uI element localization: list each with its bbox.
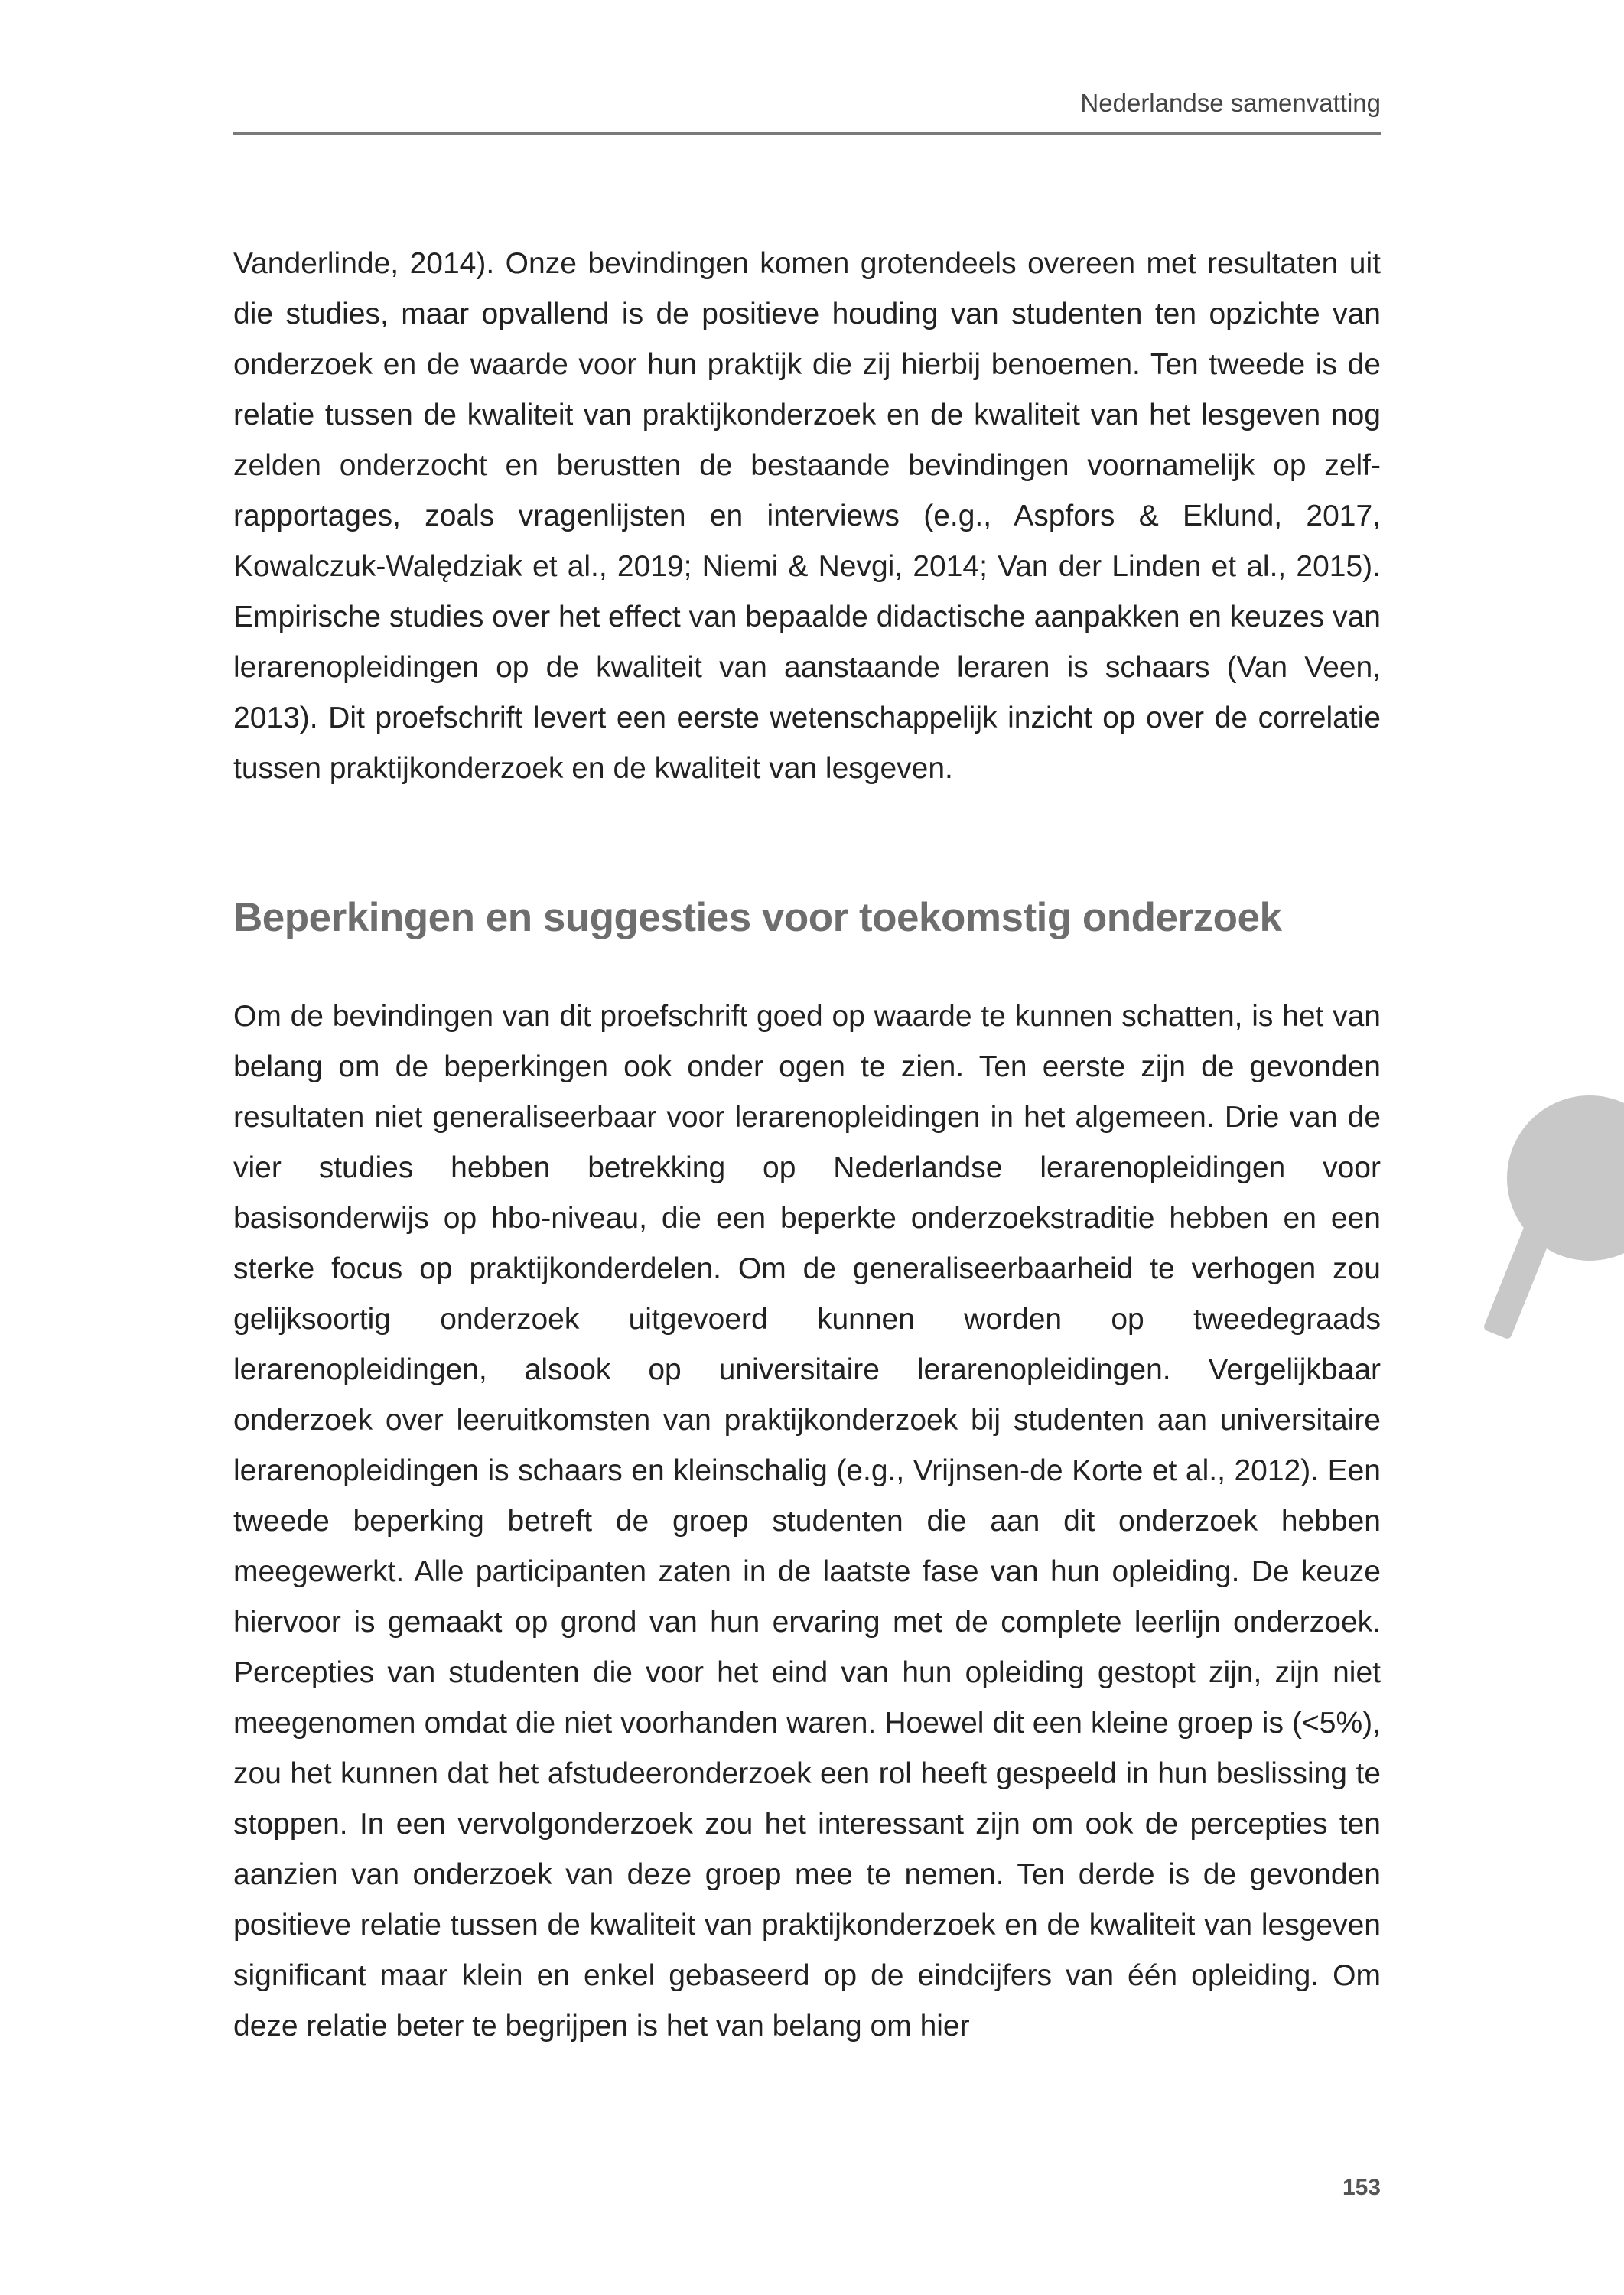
page-number: 153 <box>1342 2175 1381 2200</box>
paragraph-limitations: Om de bevindingen van dit proefschrift goed op waarde te kunnen schatten, is het van belang om de beperkingen ook onder ogen te zien. Ten eerste zijn de gevonden resultaten niet generaliseerbaar voor lerarenopleidingen in het algemeen. Drie van de vier studies hebben betrekking op Nederlandse lerarenopleidingen voor basisonderwijs op hbo-niveau, die een beperkte onderzoekstraditie hebben en een sterke focus op praktijkonderdelen. Om de generaliseerbaarheid te verhogen zou gelijksoortig onderzoek uitgevoerd kunnen worden op tweedegraads lerarenopleidingen, alsook op universitaire lerarenopleidingen. Vergelijkbaar onderzoek over leeruitkomsten van praktijkonderzoek bij studenten aan universitaire lerarenopleidingen is schaars en kleinschalig (e.g., Vrijnsen-de Korte et al., 2012). Een tweede beperking betreft de groep studenten die aan dit onderzoek hebben meegewerkt. Alle participanten zaten in de laatste fase van hun opleiding. De keuze hiervoor is gemaakt op grond van hun ervaring met de complete leerlijn onderzoek. Percepties van studenten die voor het eind van hun opleiding gestopt zijn, zijn niet meegenomen omdat die niet voorhanden waren. Hoewel dit een kleine groep is (<5%), zou het kunnen dat het afstudeeronderzoek een rol heeft gespeeld in hun beslissing te stoppen. In een vervolgonderzoek zou het interessant zijn om ook de percepties ten aanzien van onderzoek van deze groep mee te nemen. Ten derde is de gevonden positieve relatie tussen de kwaliteit van praktijkonderzoek en de kwaliteit van lesgeven significant maar klein en enkel gebaseerd op de eindcijfers van één opleiding. Om deze relatie beter te begrijpen is het van belang om hier <box>233 1000 1381 2043</box>
section-heading: Beperkingen en suggesties voor toekomstig onderzoek <box>233 895 1282 940</box>
body-text-block-1 <box>233 239 1381 794</box>
chapter-thumb-tab-icon <box>1467 1094 1624 1339</box>
header-rule <box>233 132 1381 135</box>
running-header: Nederlandse samenvatting <box>1080 89 1381 117</box>
body-text-block-2 <box>233 991 1381 2052</box>
paragraph-continued: Vanderlinde, 2014). Onze bevindingen komen grotendeels overeen met resultaten uit die studies, maar opvallend is de positieve houding van studenten ten opzichte van onderzoek en de waarde voor hun praktijk die zij hierbij benoemen. Ten tweede is de relatie tussen de kwaliteit van praktijkonderzoek en de kwaliteit van het lesgeven nog zelden onderzocht en berustten de bestaande bevindingen voornamelijk op zelf-rapportages, zoals vragenlijsten en interviews (e.g., Aspfors & Eklund, 2017, Kowalczuk-Walędziak et al., 2019; Niemi & Nevgi, 2014; Van der Linden et al., 2015). Empirische studies over het effect van bepaalde didactische aanpakken en keuzes van lerarenopleidingen op de kwaliteit van aanstaande leraren is schaars (Van Veen, 2013). Dit proefschrift levert een eerste wetenschappelijk inzicht op over de correlatie tussen praktijkonderzoek en de kwaliteit van lesgeven. <box>233 247 1381 785</box>
